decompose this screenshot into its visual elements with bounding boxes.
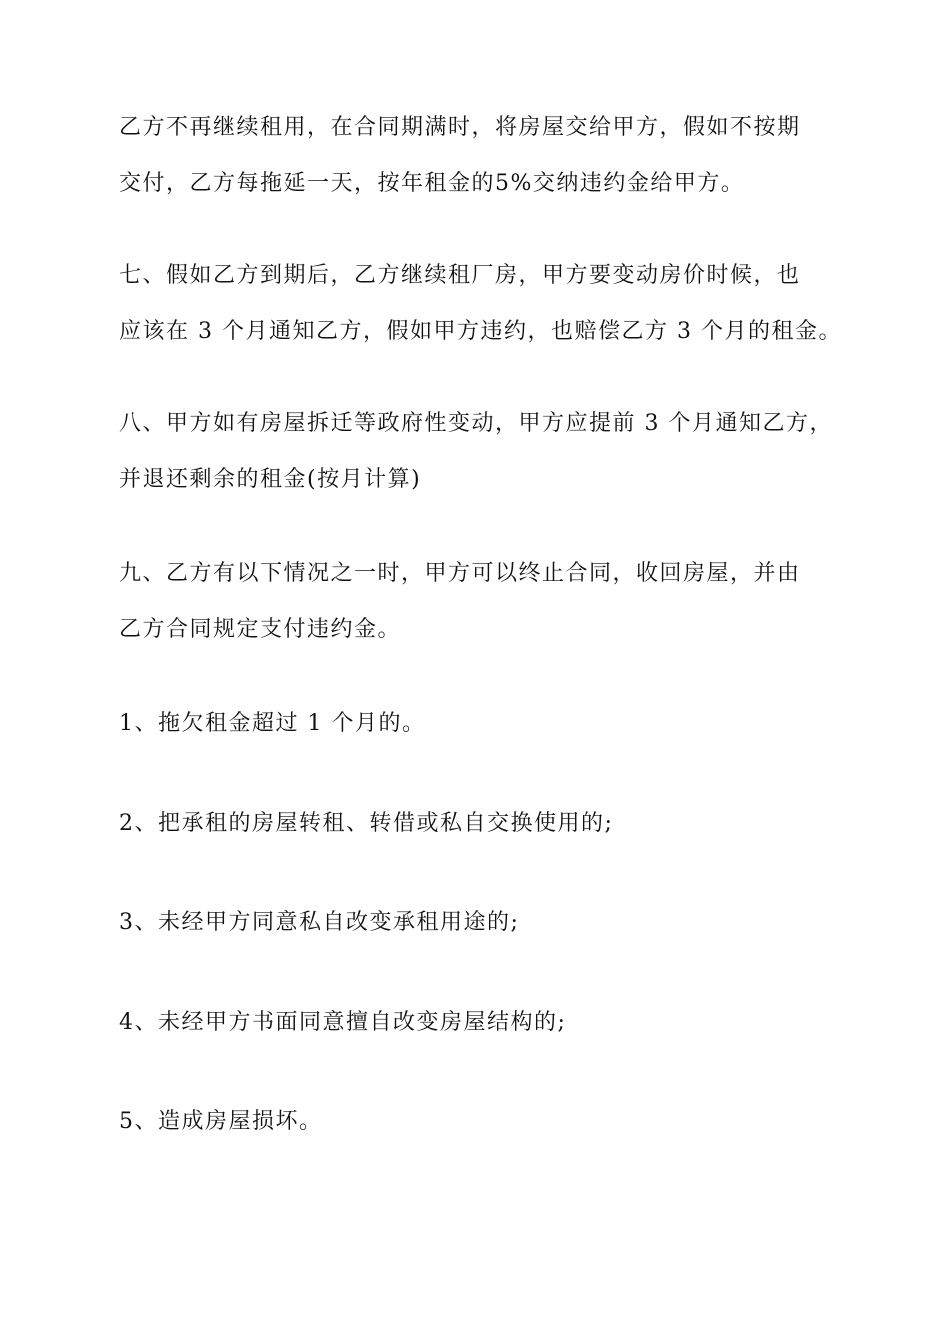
text-line: 应该在 3 个月通知乙方，假如甲方违约，也赔偿乙方 3 个月的租金。 (119, 319, 842, 344)
paragraph-overdue-penalty (119, 100, 839, 212)
list-item-2 (119, 796, 839, 852)
text-line: 2、把承租的房屋转租、转借或私自交换使用的; (119, 811, 614, 836)
clause-nine (119, 546, 839, 658)
list-item-4 (119, 995, 839, 1051)
text-line: 乙方不再继续租用，在合同期满时，将房屋交给甲方，假如不按期 (119, 115, 801, 140)
text-line: 1、拖欠租金超过 1 个月的。 (119, 711, 426, 736)
text-line: 七、假如乙方到期后，乙方继续租厂房，甲方要变动房价时候，也 (119, 263, 801, 288)
clause-eight (119, 396, 839, 508)
text-line: 5、造成房屋损坏。 (119, 1109, 323, 1134)
text-line: 乙方合同规定支付违约金。 (119, 617, 402, 642)
list-item-3 (119, 895, 839, 951)
list-item-1 (119, 696, 839, 752)
text-line: 4、未经甲方书面同意擅自改变房屋结构的; (119, 1010, 567, 1035)
list-item-5 (119, 1094, 839, 1150)
clause-seven (119, 248, 842, 360)
text-line: 交付，乙方每拖延一天，按年租金的5%交纳违约金给甲方。 (119, 171, 745, 196)
text-line: 并退还剩余的租金(按月计算) (119, 467, 422, 492)
text-line: 九、乙方有以下情况之一时，甲方可以终止合同，收回房屋，并由 (119, 561, 801, 586)
text-line: 八、甲方如有房屋拆迁等政府性变动，甲方应提前 3 个月通知乙方， (119, 411, 833, 436)
text-line: 3、未经甲方同意私自改变承租用途的; (119, 910, 520, 935)
